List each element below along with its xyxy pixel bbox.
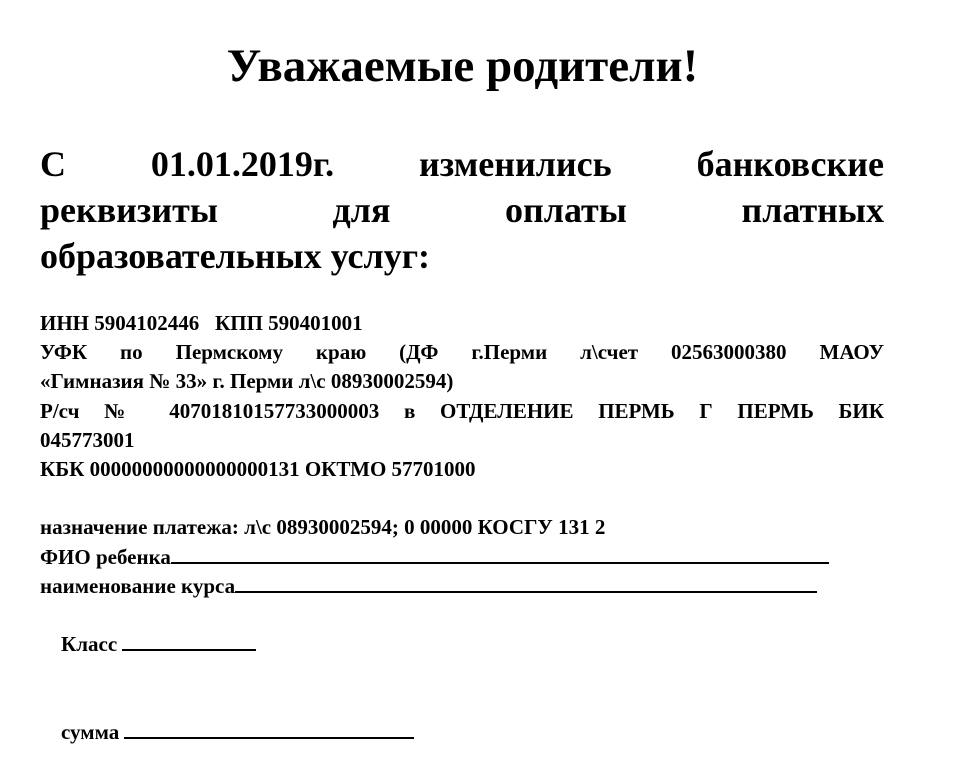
child-name-label: ФИО ребенка: [40, 544, 171, 569]
payment-purpose-line: назначение платежа: л\с 08930002594; 0 00000 КОСГУ 131 2: [40, 515, 606, 540]
sum-blank[interactable]: [124, 718, 414, 739]
inn-kpp-line: ИНН 5904102446 КПП 590401001: [40, 311, 363, 335]
class-label: Класс: [61, 632, 123, 657]
child-name-row: [40, 543, 884, 572]
class-blank[interactable]: [122, 630, 256, 651]
child-name-blank[interactable]: [171, 543, 829, 564]
ufk-line-1: УФК по Пермскому краю (ДФ г.Перми л\счет 02563000380 МАОУ: [40, 340, 884, 365]
payment-details: [40, 309, 884, 776]
intro-line-2: реквизиты для оплаты платных: [40, 190, 884, 230]
course-name-row: [40, 572, 884, 601]
sum-label: сумма: [61, 719, 125, 744]
sum-row: [40, 689, 884, 776]
page-title: Уважаемые родители!: [226, 40, 699, 92]
kbk-oktmo-line: КБК 00000000000000000131 ОКТМО 57701000: [40, 457, 476, 482]
class-row: [40, 601, 884, 689]
account-line-2: 045773001: [40, 427, 135, 452]
intro-text: [40, 141, 884, 279]
course-name-label: наименование курса: [40, 573, 236, 598]
account-line-1: Р/сч № 40701810157733000003 в ОТДЕЛЕНИЕ ПЕРМЬ Г ПЕРМЬ БИК: [40, 398, 884, 423]
intro-line-3: образовательных услуг:: [40, 236, 431, 276]
ufk-line-2: «Гимназия № 33» г. Перми л\с 08930002594): [40, 369, 454, 394]
intro-line-1: С 01.01.2019г. изменились банковские: [40, 144, 884, 184]
course-name-blank[interactable]: [235, 572, 817, 593]
spacer: [40, 484, 884, 513]
